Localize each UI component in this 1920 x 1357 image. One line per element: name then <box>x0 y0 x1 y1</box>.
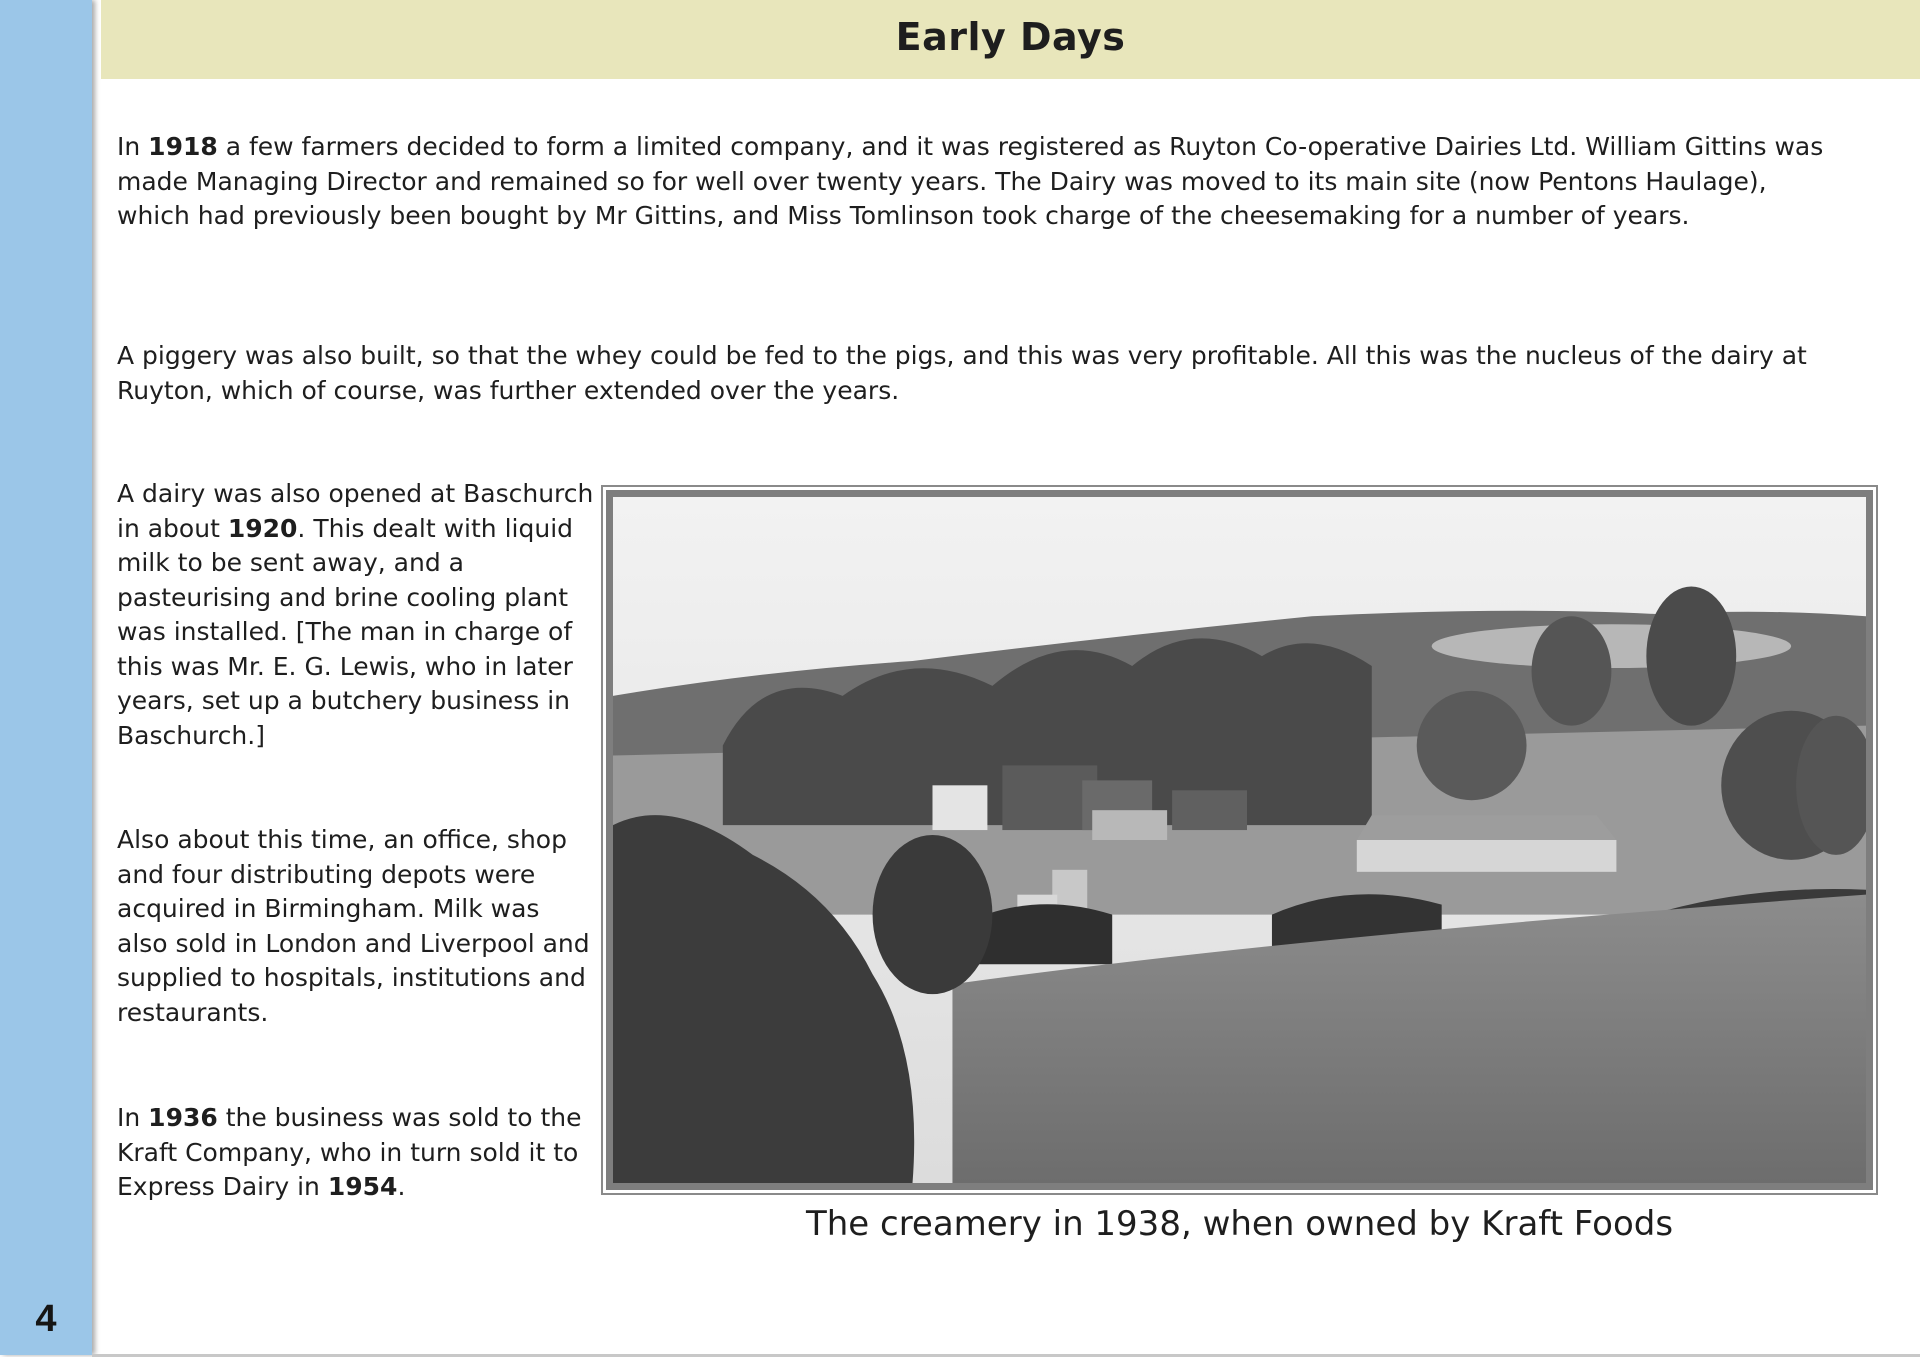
page-title: Early Days <box>895 14 1126 59</box>
paragraph-1918 <box>117 130 1827 234</box>
paragraph-baschurch <box>117 477 597 753</box>
paragraph-kraft-sale <box>117 1101 597 1205</box>
text: . <box>397 1172 406 1201</box>
header-band <box>101 0 1920 79</box>
text: the business was sold to the Kraft Company, who in turn sold it to Express Dairy in <box>117 1103 582 1201</box>
text: In <box>117 1103 149 1132</box>
page-number: 4 <box>35 1298 57 1340</box>
photo-frame <box>601 485 1878 1195</box>
paragraph-piggery: A piggery was also built, so that the whey could be fed to the pigs, and this was very profitable. All this was the nucleus of the dairy at Ruyton, which of course, was further extended over the years. <box>117 341 1807 405</box>
year-1920: 1920 <box>227 513 298 543</box>
text: . This dealt with liquid milk to be sent away, and a pasteurising and brine cooling plant was installed. [The man in charge of this was Mr. E. G. Lewis, who in later years, set up a butchery business in Baschurch.] <box>117 513 574 750</box>
text: A dairy was also opened at Baschurch in about <box>117 479 594 543</box>
year-1954: 1954 <box>327 1172 398 1201</box>
year-1936: 1936 <box>148 1103 218 1132</box>
text: a few farmers decided to form a limited company, and it was registered as Ruyton Co-operative Dairies Ltd. William Gittins was made Managing Director and remained so for well over twenty years. The Dairy was moved to its main site (now Pentons Haulage), which had previously been bought by Mr Gittins, and Miss Tomlinson took charge of the cheesemaking for a number of years. <box>117 132 1824 230</box>
creamery-photo <box>606 490 1873 1190</box>
paragraph-birmingham: Also about this time, an office, shop and four distributing depots were acquired in Birmingham. Milk was also sold in London and Liverpool and supplied to hospitals, institutions and restaurants. <box>117 825 590 1027</box>
year-1918: 1918 <box>148 132 218 161</box>
side-band <box>0 0 92 1355</box>
creamery-photo-image <box>613 497 1866 1183</box>
photo-caption: The creamery in 1938, when owned by Kraft Foods <box>805 1204 1674 1244</box>
text: In <box>117 132 149 161</box>
